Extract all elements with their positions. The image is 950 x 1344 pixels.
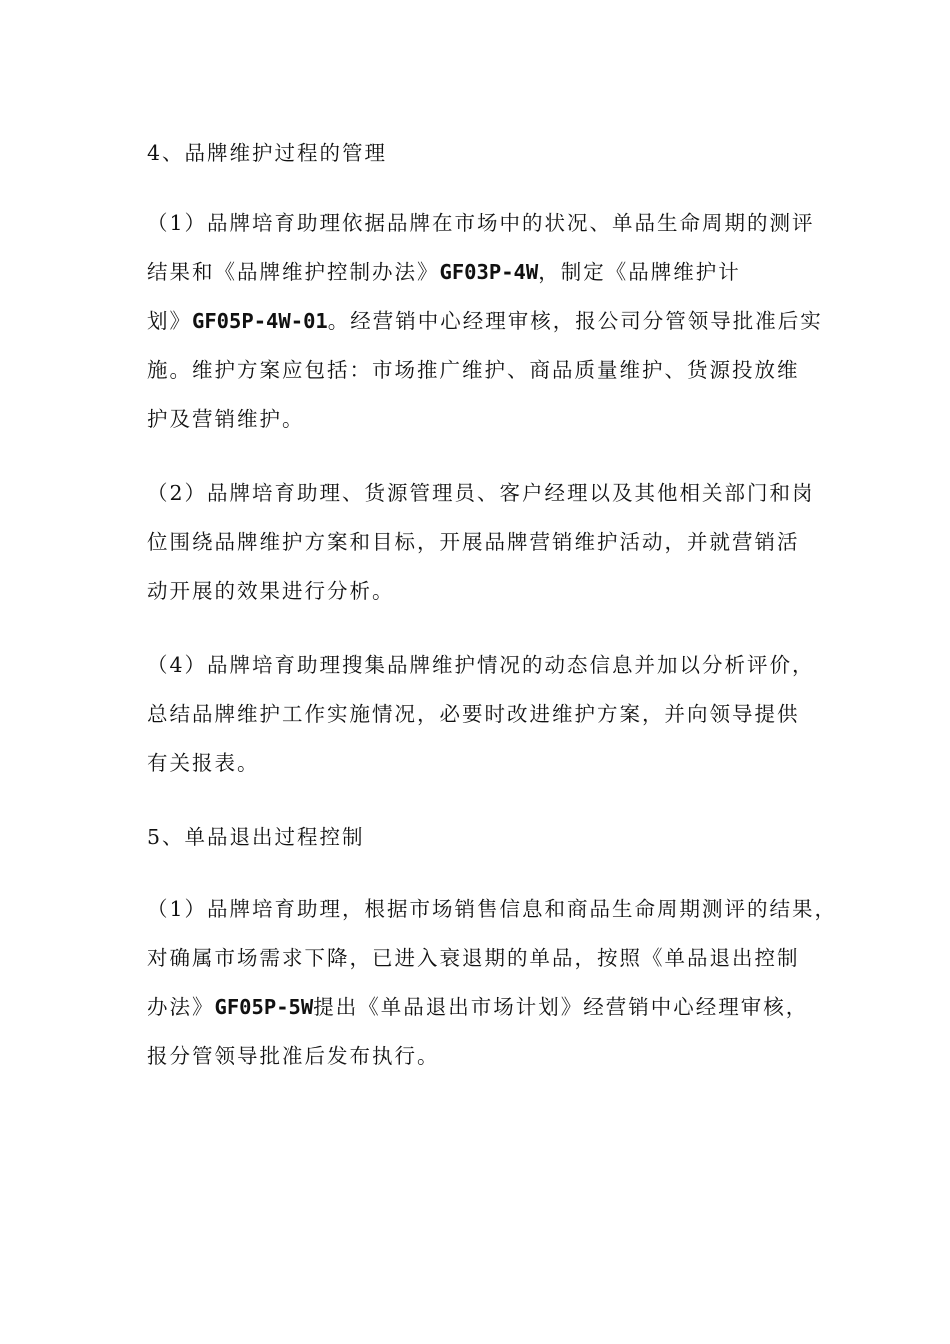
- document-code: GF05P-5W: [214, 995, 314, 1019]
- paragraph-line: （4）品牌培育助理搜集品牌维护情况的动态信息并加以分析评价，: [147, 653, 815, 677]
- paragraph-line: [147, 994, 837, 1020]
- paragraph-line: （1）品牌培育助理依据品牌在市场中的状况、单品生命周期的测评: [147, 211, 815, 235]
- paragraph-line: 施。维护方案应包括：市场推广维护、商品质量维护、货源投放维: [147, 358, 800, 382]
- paragraph-line: 总结品牌维护工作实施情况，必要时改进维护方案，并向领导提供: [147, 702, 800, 726]
- paragraph-line: [147, 308, 837, 334]
- paragraph-line: 护及营销维护。: [147, 407, 305, 431]
- paragraph-line: [147, 259, 837, 285]
- section-4-heading: 4、品牌维护过程的管理: [147, 141, 388, 165]
- text-run: 。经营销中心经理审核，报公司分管领导批准后实: [327, 309, 823, 333]
- paragraph-line: 对确属市场需求下降，已进入衰退期的单品，按照《单品退出控制: [147, 946, 800, 970]
- text-run: 提出《单品退出市场计划》经营销中心经理审核，: [313, 995, 809, 1019]
- section-5-heading: 5、单品退出过程控制: [147, 825, 365, 849]
- document-code: GF03P-4W: [439, 260, 539, 284]
- text-run: ，制定《品牌维护计: [538, 260, 741, 284]
- document-code: GF05P-4W-01: [192, 309, 328, 333]
- text-run: 划》: [147, 309, 192, 333]
- text-run: 结果和《品牌维护控制办法》: [147, 260, 440, 284]
- paragraph-line: 有关报表。: [147, 751, 260, 775]
- paragraph-line: 位围绕品牌维护方案和目标，开展品牌营销维护活动，并就营销活: [147, 530, 800, 554]
- paragraph-line: 动开展的效果进行分析。: [147, 579, 395, 603]
- paragraph-line: （2）品牌培育助理、货源管理员、客户经理以及其他相关部门和岗: [147, 481, 815, 505]
- paragraph-line: 报分管领导批准后发布执行。: [147, 1044, 440, 1068]
- paragraph-line: （1）品牌培育助理，根据市场销售信息和商品生命周期测评的结果，: [147, 897, 838, 921]
- text-run: 办法》: [147, 995, 215, 1019]
